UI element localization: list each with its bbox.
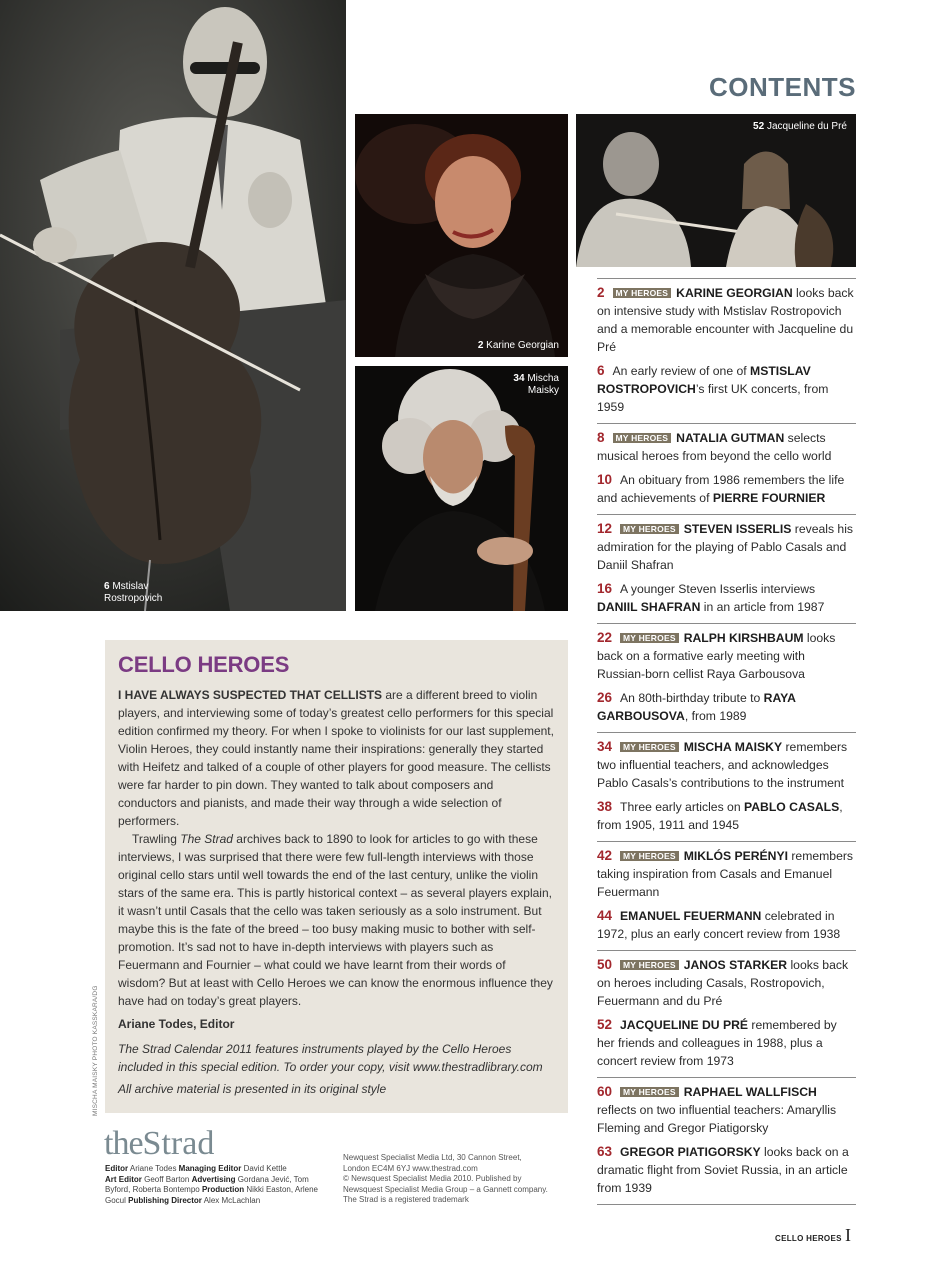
dupre-illustration: [576, 114, 856, 267]
contents-heading: CONTENTS: [709, 72, 856, 102]
toc-subject: PABLO CASALS: [744, 800, 840, 814]
publisher-line: The Strad is a registered trademark: [343, 1195, 469, 1204]
publisher-info: [343, 1153, 568, 1206]
toc-subject: STEVEN ISSERLIS: [683, 522, 792, 536]
toc-description: looks back on heroes including Casals, Rostropovich, Feuermann and du Pré: [597, 958, 849, 1008]
credit-value: Gordana Jević, Tom Byford, Roberta Bontempo: [105, 1174, 309, 1194]
toc-entry-50[interactable]: [597, 956, 856, 1010]
toc-description: remembers taking inspiration from Casals and Emanuel Feuermann: [597, 849, 853, 899]
georgian-illustration: [355, 114, 568, 357]
toc-page-number: 34: [597, 739, 613, 754]
toc-description: looks back on a dramatic flight from Soviet Russia, in an article from 1939: [597, 1145, 849, 1195]
toc-description: An obituary from 1986 remembers the life and achievements of: [597, 473, 845, 505]
credit-label: Production: [201, 1185, 245, 1194]
toc-description: looks back on intensive study with Mstislav Rostropovich and a memorable encounter with Jacqueline du Pré: [597, 286, 854, 354]
contents-list: [597, 278, 856, 1205]
editorial-lead: I HAVE ALWAYS SUSPECTED THAT CELLISTS: [118, 688, 383, 702]
toc-description: reveals his admiration for the playing of Pablo Casals and Daniil Shafran: [597, 522, 854, 572]
toc-entry-6[interactable]: [597, 362, 856, 416]
toc-subject: JANOS STARKER: [683, 958, 788, 972]
editorial-box: [105, 640, 568, 1113]
toc-page-number: 60: [597, 1084, 613, 1099]
rostropovich-illustration: [0, 0, 346, 611]
editorial-body: [118, 686, 554, 1010]
my-heroes-badge: MY HEROES: [620, 633, 679, 643]
credit-value: Nikki Easton, Arlene Gocul: [105, 1185, 318, 1205]
toc-description: in an article from 1987: [700, 600, 825, 614]
toc-entry-16[interactable]: [597, 580, 856, 616]
toc-page-number: 16: [597, 581, 613, 596]
toc-subject: EMANUEL FEUERMANN: [620, 909, 762, 923]
toc-description: reflects on two influential teachers: Amaryllis Fleming and Gregor Piatigorsky: [597, 1103, 837, 1135]
toc-subject: RALPH KIRSHBAUM: [683, 631, 804, 645]
toc-description: remembered by her friends and colleagues in 1988, plus a concert review from 1973: [597, 1018, 837, 1068]
credit-label: Art Editor: [105, 1174, 142, 1184]
credit-value: Ariane Todes: [128, 1164, 179, 1173]
toc-entry-60[interactable]: [597, 1083, 856, 1137]
dupre-caption: 52 Jacqueline du Pré: [753, 121, 847, 132]
photo-credit: MISCHA MAISKY PHOTO KASSKARA/DG: [92, 985, 99, 1116]
archive-note: All archive material is presented in its original style: [118, 1082, 387, 1096]
toc-entry-52[interactable]: [597, 1016, 856, 1070]
toc-description: An 80th-birthday tribute to: [620, 691, 764, 705]
toc-entry-12[interactable]: [597, 520, 856, 574]
my-heroes-badge: MY HEROES: [620, 960, 679, 970]
masthead-credits: [105, 1164, 330, 1206]
photo-jacqueline-du-pre: [576, 114, 856, 267]
toc-subject: MISCHA MAISKY: [683, 740, 783, 754]
toc-group: [597, 1078, 856, 1205]
maisky-caption: 34 Mischa Maisky: [513, 373, 559, 396]
credit-value: Alex McLachlan: [201, 1195, 261, 1205]
editorial-title: CELLO HEROES: [118, 652, 290, 677]
toc-description: An early review of one of: [612, 364, 751, 378]
toc-page-number: 22: [597, 630, 613, 645]
my-heroes-badge: MY HEROES: [613, 288, 672, 298]
editorial-text: are a different breed to violin players, and interviewing some of today’s greatest cello performers for this special edition confirmed my theory. For when I spoke to violinists for our last supplement, Violin Heroes, they could instantly name their inspirations: generally they started with Heifetz and talked of a couple of other players for good measure. The cellists were far harder to pin down. They wanted to talk about composers and conductors and pianists, and made their way through a wide selection of performers.: [118, 688, 554, 828]
toc-entry-2[interactable]: [597, 284, 856, 356]
toc-page-number: 6: [597, 363, 605, 378]
toc-subject: JACQUELINE DU PRÉ: [620, 1018, 749, 1032]
photo-mischa-maisky: [355, 366, 568, 611]
toc-group: [597, 951, 856, 1078]
toc-page-number: 12: [597, 521, 613, 536]
toc-entry-22[interactable]: [597, 629, 856, 683]
toc-entry-42[interactable]: [597, 847, 856, 901]
publisher-line: © Newsquest Specialist Media 2010. Published by: [343, 1174, 522, 1183]
toc-description: , from 1989: [684, 709, 747, 723]
the-strad-logo: [104, 1126, 214, 1162]
credit-value: David Kettle: [241, 1164, 287, 1173]
page-number: I: [845, 1225, 851, 1245]
my-heroes-badge: MY HEROES: [613, 433, 672, 443]
logo-strad: Strad: [142, 1125, 215, 1162]
toc-entry-34[interactable]: [597, 738, 856, 792]
publisher-line: Newquest Specialist Media Ltd, 30 Cannon Street,: [343, 1153, 522, 1162]
toc-page-number: 8: [597, 430, 605, 445]
maisky-illustration: [355, 366, 568, 611]
toc-page-number: 38: [597, 799, 613, 814]
toc-subject: MSTISLAV ROSTROPOVICH: [597, 364, 811, 396]
publisher-line: London EC4M 6YJ www.thestrad.com: [343, 1163, 478, 1173]
rostropovich-caption: 6 Mstislav Rostropovich: [104, 581, 163, 604]
editorial-signature: Ariane Todes, Editor: [118, 1017, 235, 1031]
toc-description: selects musical heroes from beyond the cello world: [597, 431, 832, 463]
credit-label: Publishing Director: [128, 1195, 202, 1205]
toc-subject: MIKLÓS PERÉNYI: [683, 849, 788, 863]
toc-description: A younger Steven Isserlis interviews: [620, 582, 816, 596]
credit-value: Geoff Barton: [141, 1174, 192, 1184]
toc-page-number: 52: [597, 1017, 613, 1032]
toc-group: [597, 515, 856, 624]
toc-description: ’s first UK concerts, from 1959: [597, 382, 829, 414]
toc-group: [597, 624, 856, 733]
toc-entry-10[interactable]: [597, 471, 856, 507]
editorial-text: archives back to 1890 to look for articles to go with these interviews, I was surprised that there were few full-length interviews with those original cello stars until well towards the end of the last century, unlike the violin stars of the same era. This is partly historical context – as several players explain, it wasn’t until Casals that the cello was taken seriously as a solo instrument. But maybe this is the fate of the breed – too busy making music to bother with self-promotion. It’s sad not to have in-depth interviews with players such as Feuermann and Fournier – what could we have learnt from their words of wisdom? But at least with Cello Heroes we can know the enormous influence they have had on today’s great players.: [118, 832, 553, 1008]
toc-subject: NATALIA GUTMAN: [676, 431, 785, 445]
credit-label: Editor: [105, 1164, 129, 1173]
credit-label: Managing Editor: [178, 1164, 242, 1173]
toc-group: [597, 279, 856, 424]
toc-page-number: 42: [597, 848, 613, 863]
toc-group: [597, 424, 856, 515]
toc-page-number: 63: [597, 1144, 613, 1159]
toc-page-number: 50: [597, 957, 613, 972]
toc-page-number: 44: [597, 908, 613, 923]
my-heroes-badge: MY HEROES: [620, 1087, 679, 1097]
editorial-paragraph: [118, 686, 554, 830]
publisher-line: Newsquest Specialist Media Group – a Gannett company.: [343, 1184, 548, 1194]
toc-subject: DANIIL SHAFRAN: [597, 600, 701, 614]
toc-subject: PIERRE FOURNIER: [712, 491, 826, 505]
my-heroes-badge: MY HEROES: [620, 524, 679, 534]
toc-entry-26[interactable]: [597, 689, 856, 725]
my-heroes-badge: MY HEROES: [620, 742, 679, 752]
toc-subject: RAYA GARBOUSOVA: [597, 691, 796, 723]
toc-subject: GREGOR PIATIGORSKY: [620, 1145, 761, 1159]
toc-entry-44[interactable]: [597, 907, 856, 943]
toc-group: [597, 842, 856, 951]
photo-karine-georgian: [355, 114, 568, 357]
editorial-italic: The Strad: [180, 832, 233, 846]
credit-label: Advertising: [191, 1174, 236, 1184]
toc-subject: RAPHAEL WALLFISCH: [683, 1085, 817, 1099]
footer-section-label: CELLO HEROES: [775, 1234, 842, 1243]
georgian-caption: 2 Karine Georgian: [477, 340, 559, 351]
toc-entry-63[interactable]: [597, 1143, 856, 1197]
toc-group: [597, 733, 856, 842]
editorial-paragraph: [118, 830, 554, 1010]
photo-rostropovich: [0, 0, 346, 611]
toc-description: remembers two influential teachers, and acknowledges Pablo Casals’s contributions to the instrument: [597, 740, 848, 790]
toc-subject: KARINE GEORGIAN: [676, 286, 793, 300]
toc-page-number: 10: [597, 472, 613, 487]
toc-page-number: 26: [597, 690, 613, 705]
editorial-text: Trawling: [132, 832, 181, 846]
toc-description: celebrated in 1972, plus an early concert review from 1938: [597, 909, 841, 941]
toc-description: , from 1905, 1911 and 1945: [597, 800, 843, 832]
logo-the: the: [104, 1125, 143, 1162]
toc-entry-8[interactable]: [597, 429, 856, 465]
calendar-note: The Strad Calendar 2011 features instruments played by the Cello Heroes included in this special edition. To order your copy, visit www.thestradlibrary.com: [118, 1042, 543, 1074]
toc-description: Three early articles on: [620, 800, 744, 814]
toc-page-number: 2: [597, 285, 605, 300]
toc-entry-38[interactable]: [597, 798, 856, 834]
toc-description: looks back on a formative early meeting with Russian-born cellist Raya Garbousova: [597, 631, 836, 681]
my-heroes-badge: MY HEROES: [620, 851, 679, 861]
